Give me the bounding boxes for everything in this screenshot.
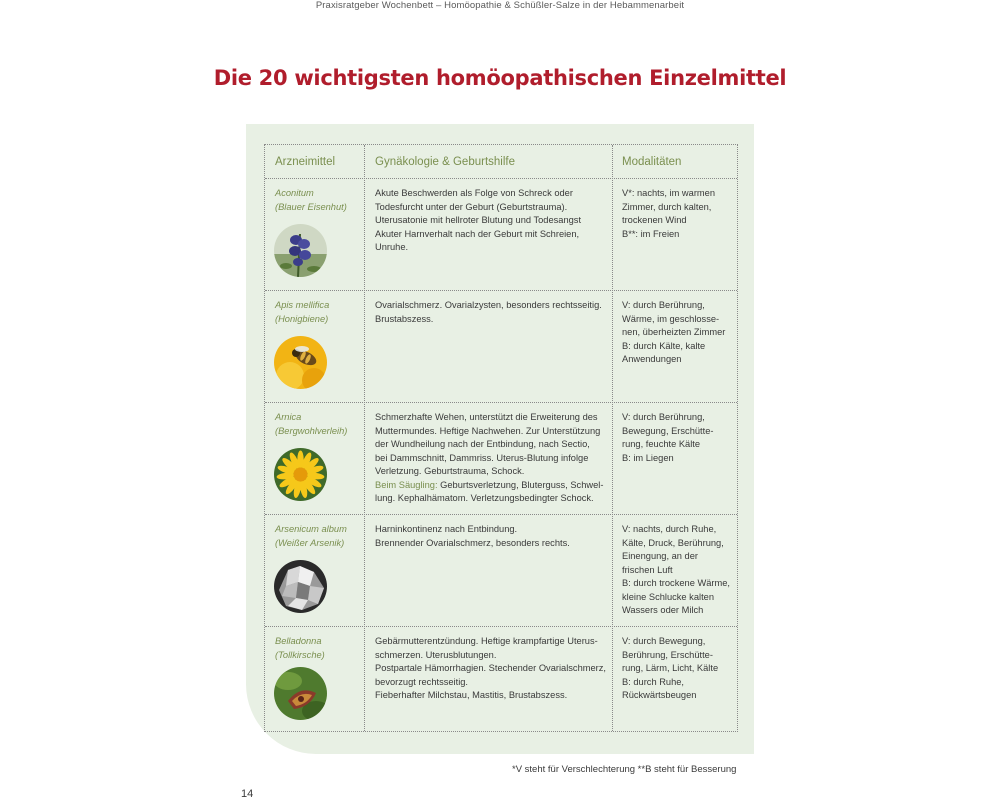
gyn-line: Akuter Harnverhalt nach der Geburt mit Schreien,	[375, 228, 580, 239]
modality-line: Kälte, Druck, Berührung,	[622, 537, 724, 548]
modality-line: Zimmer, durch kalten,	[622, 201, 712, 212]
gyn-line	[375, 479, 607, 493]
column-divider	[612, 145, 613, 731]
gyn-cell	[375, 411, 607, 506]
row-divider	[265, 178, 737, 179]
gyn-line: Schmerzhafte Wehen, unterstützt die Erweiterung des	[375, 412, 598, 422]
modality-line: Rückwärtsbeugen	[622, 690, 697, 700]
modality-line: V: nachts, durch Ruhe,	[622, 524, 717, 534]
gyn-line: lung. Kephalhämatom. Verletzungsbedingter Schock.	[375, 493, 594, 503]
gyn-line: Gebärmutterentzündung. Heftige krampfartige Uterus-	[375, 636, 598, 646]
footnote: *V steht für Verschlechterung **B steht für Besserung	[512, 764, 737, 775]
aconitum-flower-icon	[274, 224, 327, 277]
gyn-line: Unruhe.	[375, 242, 409, 252]
gyn-line: Postpartale Hämorrhagien. Stechender Ovarialschmerz,	[375, 663, 606, 673]
page-number: 14	[241, 788, 254, 800]
modality-line: B**: im Freien	[622, 228, 680, 239]
row-divider	[265, 290, 737, 291]
modality-line: Bewegung, Erschütte-	[622, 425, 714, 436]
header-arzneimittel: Arzneimittel	[275, 156, 336, 168]
remedy-name: Belladonna	[275, 636, 322, 646]
modality-line: rung, feuchte Kälte	[622, 439, 701, 449]
gyn-line: der Wundheilung nach der Entbindung, nach Sectio,	[375, 439, 590, 449]
modality-line: Einengung, an der	[622, 551, 698, 561]
infant-label: Beim Säugling:	[375, 479, 438, 490]
gyn-line: Fieberhafter Milchstau, Mastitis, Brustabszess.	[375, 690, 568, 700]
remedy-name: Apis mellifica	[275, 300, 330, 310]
gyn-line: Akute Beschwerden als Folge von Schreck oder	[375, 188, 573, 198]
row-divider	[265, 626, 737, 627]
gyn-cell	[375, 187, 607, 255]
column-divider	[364, 145, 365, 731]
modality-line: nen, überheizten Zimmer	[622, 327, 726, 337]
remedies-table	[264, 144, 738, 732]
modality-line: B: durch Ruhe,	[622, 676, 685, 687]
modality-line: Wärme, im geschlosse-	[622, 313, 720, 324]
remedy-common-name: (Honigbiene)	[275, 313, 329, 324]
remedy-common-name: (Weißer Arsenik)	[275, 537, 345, 548]
gyn-line: Ovarialschmerz. Ovarialzysten, besonders rechtsseitig.	[375, 300, 602, 310]
modality-line: V: durch Bewegung,	[622, 636, 706, 646]
page-title: Die 20 wichtigsten homöopathischen Einzelmittel	[213, 66, 787, 90]
gyn-line: Brennender Ovarialschmerz, besonders rechts.	[375, 537, 570, 548]
remedy-name: Arnica	[275, 412, 302, 422]
header-modalitaeten: Modalitäten	[622, 156, 682, 168]
modality-line: V: durch Berührung,	[622, 300, 705, 310]
gyn-line: schmerzen. Uterusblutungen.	[375, 649, 497, 660]
remedy-common-name: (Tollkirsche)	[275, 649, 325, 660]
gyn-infant-text: Geburtsverletzung, Bluterguss, Schwel-	[437, 479, 604, 490]
modalities-cell	[622, 635, 734, 703]
modality-line: B: im Liegen	[622, 452, 674, 463]
remedy-name: Arsenicum album	[275, 524, 347, 534]
gyn-line: Harninkontinenz nach Entbindung.	[375, 524, 518, 534]
modality-line: Anwendungen	[622, 354, 682, 364]
gyn-cell	[375, 523, 607, 550]
belladonna-flower-icon	[274, 667, 327, 720]
modality-line: V: durch Berührung,	[622, 412, 705, 422]
remedy-name-cell	[275, 635, 325, 662]
row-divider	[265, 514, 737, 515]
arsenic-mineral-icon	[274, 560, 327, 613]
modalities-cell	[622, 523, 734, 618]
remedy-name-cell	[275, 523, 347, 550]
modality-line: B: durch trockene Wärme,	[622, 578, 730, 588]
bee-icon	[274, 336, 327, 389]
gyn-line: Todesfurcht unter der Geburt (Geburtstrauma).	[375, 201, 568, 212]
modality-line: Berührung, Erschütte-	[622, 649, 713, 660]
modalities-cell	[622, 187, 734, 241]
arnica-flower-icon	[274, 448, 327, 501]
remedy-name-cell	[275, 187, 347, 214]
modality-line: V*: nachts, im warmen	[622, 188, 716, 198]
modality-line: B: durch Kälte, kalte	[622, 340, 706, 351]
remedy-name: Aconitum	[275, 188, 314, 198]
gyn-line: Muttermundes. Heftige Nachwehen. Zur Unterstützung	[375, 425, 601, 436]
modality-line: kleine Schlucke kalten	[622, 591, 714, 602]
gyn-line: bevorzugt rechtsseitig.	[375, 676, 469, 687]
header-gynaekologie: Gynäkologie & Geburtshilfe	[375, 156, 515, 168]
modality-line: Wassers oder Milch	[622, 605, 704, 615]
modality-line: frischen Luft	[622, 564, 673, 575]
running-head: Praxisratgeber Wochenbett – Homöopathie & Schüßler-Salze in der Hebammenarbeit	[315, 0, 685, 11]
remedy-common-name: (Blauer Eisenhut)	[275, 201, 347, 212]
gyn-line: Brustabszess.	[375, 313, 434, 324]
modalities-cell	[622, 411, 734, 465]
modality-line: trockenen Wind	[622, 215, 687, 225]
gyn-line: Verletzung. Geburtstrauma, Schock.	[375, 466, 525, 476]
remedy-name-cell	[275, 411, 347, 438]
remedy-common-name: (Bergwohlverleih)	[275, 425, 348, 436]
modality-line: rung, Lärm, Licht, Kälte	[622, 663, 719, 673]
gyn-line: bei Dammschnitt, Dammriss. Uterus-Blutung infolge	[375, 452, 589, 463]
gyn-cell	[375, 635, 607, 703]
remedy-name-cell	[275, 299, 329, 326]
gyn-line: Uterusatonie mit hellroter Blutung und Todesangst	[375, 215, 582, 225]
gyn-cell	[375, 299, 607, 326]
row-divider	[265, 402, 737, 403]
modalities-cell	[622, 299, 734, 367]
